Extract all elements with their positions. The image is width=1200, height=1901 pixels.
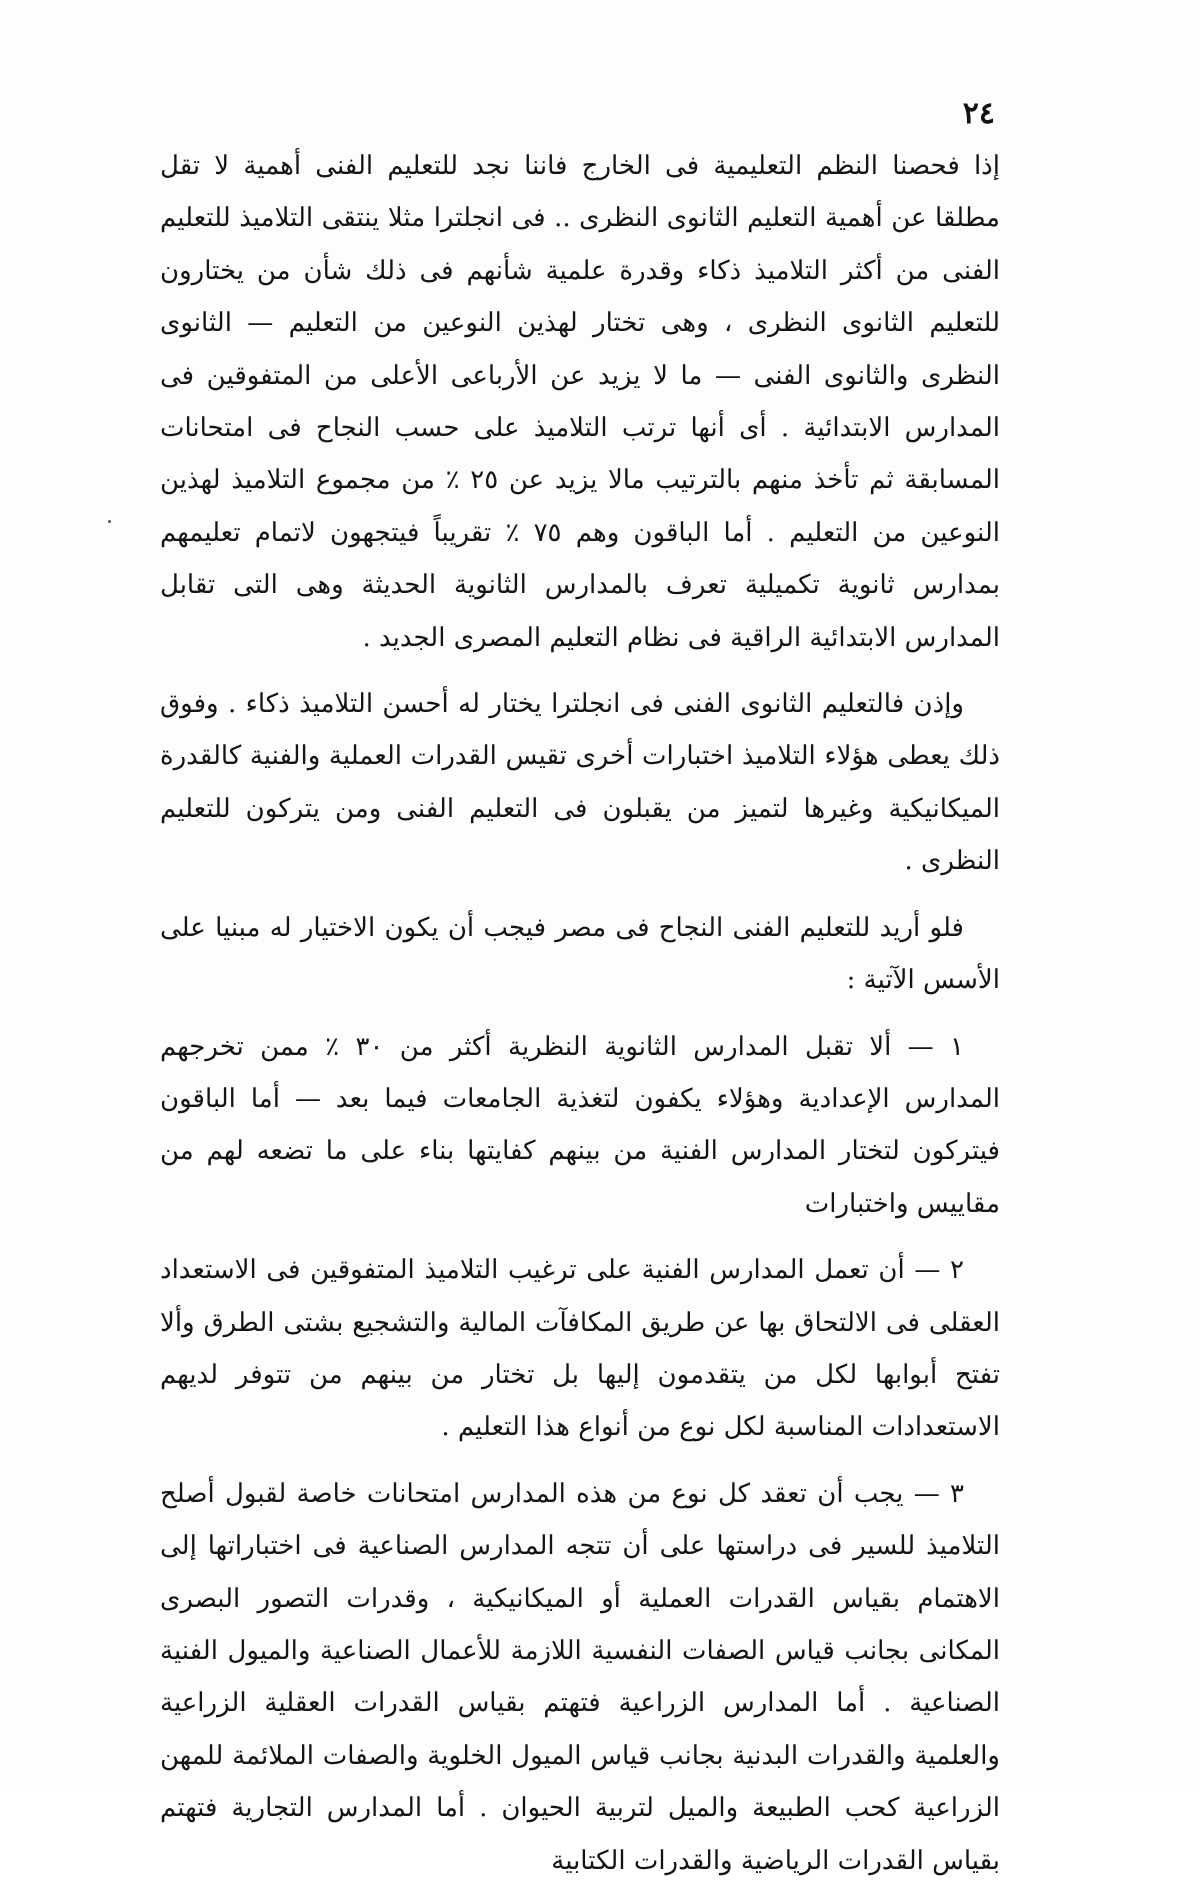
body-text	[160, 140, 1000, 1901]
scan-speck	[108, 520, 111, 523]
paragraph-intro: إذا فحصنا النظم التعليمية فى الخارج فاننا نجد للتعليم الفنى أهمية لا تقل مطلقا عن أهمية التعليم الثانوى النظرى .. فى انجلترا مثلا ينتقى التلاميذ للتعليم الفنى من أكثر التلاميذ ذكاء وقدرة علمية شأنهم فى ذلك شأن من يختارون للتعليم الثانوى النظرى ، وهى تختار لهذين النوعين من التعليم — الثانوى النظرى والثانوى الفنى — ما لا يزيد عن الأرباعى الأعلى من المتفوقين فى المدارس الابتدائية . أى أنها ترتب التلاميذ على حسب النجاح فى امتحانات المسابقة ثم تأخذ منهم بالترتيب مالا يزيد عن ٢٥ ٪ من مجموع التلاميذ لهذين النوعين من التعليم . أما الباقون وهم ٧٥ ٪ تقريباً فيتجهون لاتمام تعليمهم بمدارس ثانوية تكميلية تعرف بالمدارس الثانوية الحديثة وهى التى تقابل المدارس الابتدائية الراقية فى نظام التعليم المصرى الجديد .	[160, 151, 1001, 653]
list-item-2: ٢ — أن تعمل المدارس الفنية على ترغيب التلاميذ المتفوقين فى الاستعداد العقلى فى الالتحاق بها عن طريق المكافآت المالية والتشجيع بشتى الطرق وألا تفتح أبوابها لكل من يتقدمون إليها بل تختار من بينهم من تتوفر لديهم الاستعدادات المناسبة لكل نوع من أنواع هذا التعليم .	[160, 1255, 1000, 1443]
page-number: ٢٤	[962, 96, 995, 131]
paragraph-england: وإذن فالتعليم الثانوى الفنى فى انجلترا يختار له أحسن التلاميذ ذكاء . وفوق ذلك يعطى هؤلاء التلاميذ اختبارات أخرى تقيس القدرات العملية والفنية كالقدرة الميكانيكية وغيرها لتميز من يقبلون فى التعليم الفنى ومن يتركون للتعليم النظرى .	[160, 689, 1000, 877]
list-item-1: ١ — ألا تقبل المدارس الثانوية النظرية أكثر من ٣٠ ٪ ممن تخرجهم المدارس الإعدادية وهؤلاء يكفون لتغذية الجامعات فيما بعد — أما الباقون فيتركون لتختار المدارس الفنية من بينهم كفايتها بناء على ما تضعه لهم من مقاييس واختبارات	[160, 1031, 1000, 1219]
list-item-3: ٣ — يجب أن تعقد كل نوع من هذه المدارس امتحانات خاصة لقبول أصلح التلاميذ للسير فى دراستها على أن تتجه المدارس الصناعية فى اختباراتها إلى الاهتمام بقياس القدرات العملية أو الميكانيكية ، وقدرات التصور البصرى المكانى بجانب قياس الصفات النفسية اللازمة للأعمال الصناعية والميول الفنية الصناعية . أما المدارس الزراعية فتهتم بقياس القدرات العقلية الزراعية والعلمية والقدرات البدنية بجانب قياس الميول الخلوية والصفات الملائمة للمهن الزراعية كحب الطبيعة والميل لتربية الحيوان . أما المدارس التجارية فتهتم بقياس القدرات الرياضية والقدرات الكتابية	[160, 1478, 1000, 1876]
paragraph-egypt-basis: فلو أريد للتعليم الفنى النجاح فى مصر فيجب أن يكون الاختيار له مبنيا على الأسس الآتية :	[160, 912, 1000, 996]
